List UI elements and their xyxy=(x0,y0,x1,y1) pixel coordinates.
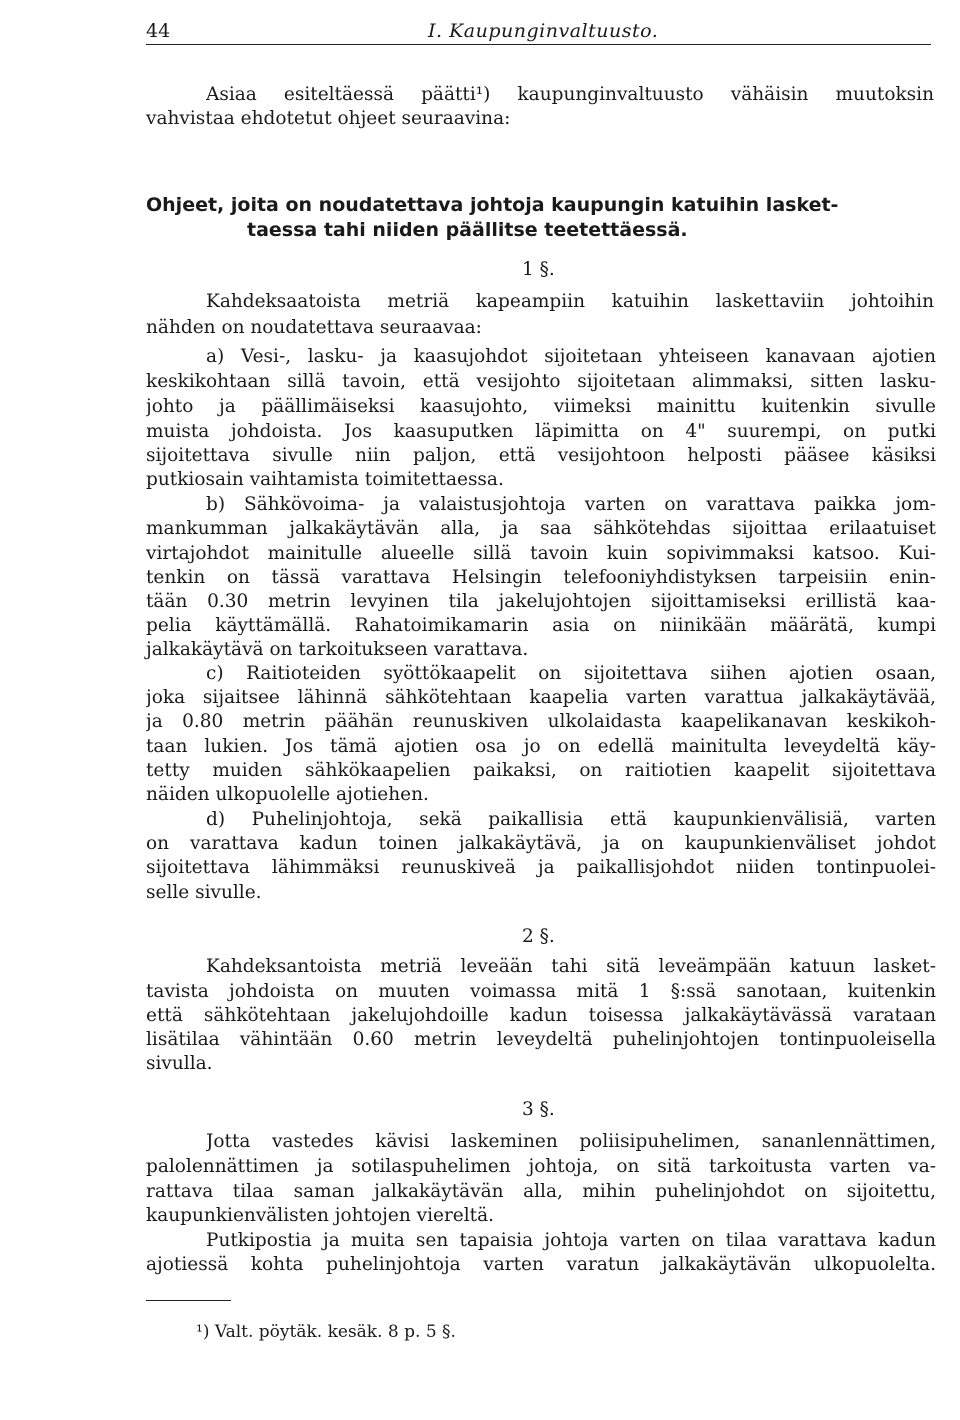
paragraph-line: taan lukien. Jos tämä ajotien osa jo on edellä mainitulta leveydeltä käy- xyxy=(146,736,936,757)
header-rule xyxy=(146,44,931,45)
paragraph-line: Jotta vastedes kävisi laskeminen poliisipuhelimen, sananlennättimen, xyxy=(206,1131,936,1152)
paragraph-line: sijoitettava lähimmäksi reunuskiveä ja paikallisjohdot niiden tontinpuolei- xyxy=(146,857,936,878)
paragraph-line: ajotiessä kohta puhelinjohtoja varten varatun jalkakäytävän ulkopuolelta. xyxy=(146,1254,936,1275)
paragraph-line: joka sijaitsee lähinnä sähkötehtaan kaapelia varten varattua jalkakäytävää, xyxy=(146,687,936,708)
paragraph-line: tenkin on tässä varattava Helsingin telefooniyhdistyksen tarpeisiin enin- xyxy=(146,567,936,588)
page-number: 44 xyxy=(146,20,171,42)
paragraph-line: jalkakäytävä on tarkoitukseen varattava. xyxy=(146,639,529,660)
paragraph-line: kaupunkienvälisten johtojen viereltä. xyxy=(146,1205,495,1226)
paragraph-line: on varattava kadun toinen jalkakäytävä, ja on kaupunkienväliset johdot xyxy=(146,833,936,854)
paragraph-line: pelia käyttämällä. Rahatoimikamarin asia on niinikään määrätä, kumpi xyxy=(146,615,936,636)
paragraph-line: mankumman jalkakäytävän alla, ja saa sähkötehdas sijoittaa erilaatuiset xyxy=(146,518,936,539)
paragraph-line: a) Vesi-, lasku- ja kaasujohdot sijoitetaan yhteiseen kanavaan ajotien xyxy=(206,346,936,367)
paragraph-line: lisätilaa vähintään 0.60 metrin leveydeltä puhelinjohtojen tontinpuoleisella xyxy=(146,1029,936,1050)
paragraph-line: sijoitettava sivulle niin paljon, että vesijohtoon helposti pääsee käsiksi xyxy=(146,445,936,466)
paragraph-line: näiden ulkopuolelle ajotiehen. xyxy=(146,784,429,805)
paragraph-line: tetty muiden sähkökaapelien paikaksi, on raitiotien kaapelit sijoitettava xyxy=(146,760,936,781)
paragraph-line: b) Sähkövoima- ja valaistusjohtoja varten on varattava paikka jom- xyxy=(206,494,936,515)
paragraph-line: nähden on noudatettava seuraavaa: xyxy=(146,317,482,338)
page-header xyxy=(146,20,931,44)
footnote: ¹) Valt. pöytäk. kesäk. 8 p. 5 §. xyxy=(196,1322,456,1342)
paragraph-line: johto ja päällimäiseksi kaasujohto, viimeksi mainittu kuitenkin sivulle xyxy=(146,396,936,417)
paragraph-line: muista johdoista. Jos kaasuputken läpimitta on 4" suurempi, on putki xyxy=(146,421,936,442)
intro-line: Asiaa esiteltäessä päätti¹) kaupunginvaltuusto vähäisin muutoksin xyxy=(206,84,934,105)
paragraph-line: ja 0.80 metrin päähän reunuskiven ulkolaidasta kaapelikanavan keskikoh- xyxy=(146,711,936,732)
paragraph-line: keskikohtaan sillä tavoin, että vesijohto sijoitetaan alimmaksi, sitten lasku- xyxy=(146,371,936,392)
section-mark: 1 §. xyxy=(522,259,555,280)
paragraph-line: että sähkötehtaan jakelujohdoille kadun toisessa jalkakäytävässä varataan xyxy=(146,1005,936,1026)
paragraph-line: c) Raitioteiden syöttökaapelit on sijoitettava siihen ajotien osaan, xyxy=(206,663,936,684)
document-heading: Ohjeet, joita on noudatettava johtoja kaupungin katuihin lasket- xyxy=(146,194,839,216)
section-mark: 2 §. xyxy=(522,926,555,947)
intro-line: vahvistaa ehdotetut ohjeet seuraavina: xyxy=(146,108,511,129)
paragraph-line: selle sivulle. xyxy=(146,882,262,903)
paragraph-line: Putkipostia ja muita sen tapaisia johtoja varten on tilaa varattava kadun xyxy=(206,1230,936,1251)
paragraph-line: putkiosain vaihtamista toimitettaessa. xyxy=(146,469,504,490)
paragraph-line: tavista johdoista on muuten voimassa mitä 1 §:ssä sanotaan, kuitenkin xyxy=(146,981,936,1002)
paragraph-line: rattava tilaa saman jalkakäytävän alla, mihin puhelinjohdot on sijoitettu, xyxy=(146,1181,936,1202)
paragraph-line: d) Puhelinjohtoja, sekä paikallisia että kaupunkienvälisiä, varten xyxy=(206,809,936,830)
document-heading: taessa tahi niiden päällitse teetettäessä. xyxy=(247,219,688,241)
paragraph-line: tään 0.30 metrin levyinen tila jakelujohtojen sijoittamiseksi erillistä kaa- xyxy=(146,591,936,612)
footnote-rule xyxy=(146,1300,231,1301)
paragraph-line: Kahdeksantoista metriä leveään tahi sitä leveämpään katuun lasket- xyxy=(206,956,936,977)
paragraph-line: virtajohdot mainitulle alueelle sillä tavoin kuin sopivimmaksi katsoo. Kui- xyxy=(146,543,936,564)
paragraph-line: palolennättimen ja sotilaspuhelimen johtoja, on sitä tarkoitusta varten va- xyxy=(146,1156,936,1177)
paragraph-line: Kahdeksaatoista metriä kapeampiin katuihin laskettaviin johtoihin xyxy=(206,291,934,312)
paragraph-line: sivulla. xyxy=(146,1053,213,1074)
running-title: I. Kaupunginvaltuusto. xyxy=(428,20,659,42)
section-mark: 3 §. xyxy=(522,1099,555,1120)
